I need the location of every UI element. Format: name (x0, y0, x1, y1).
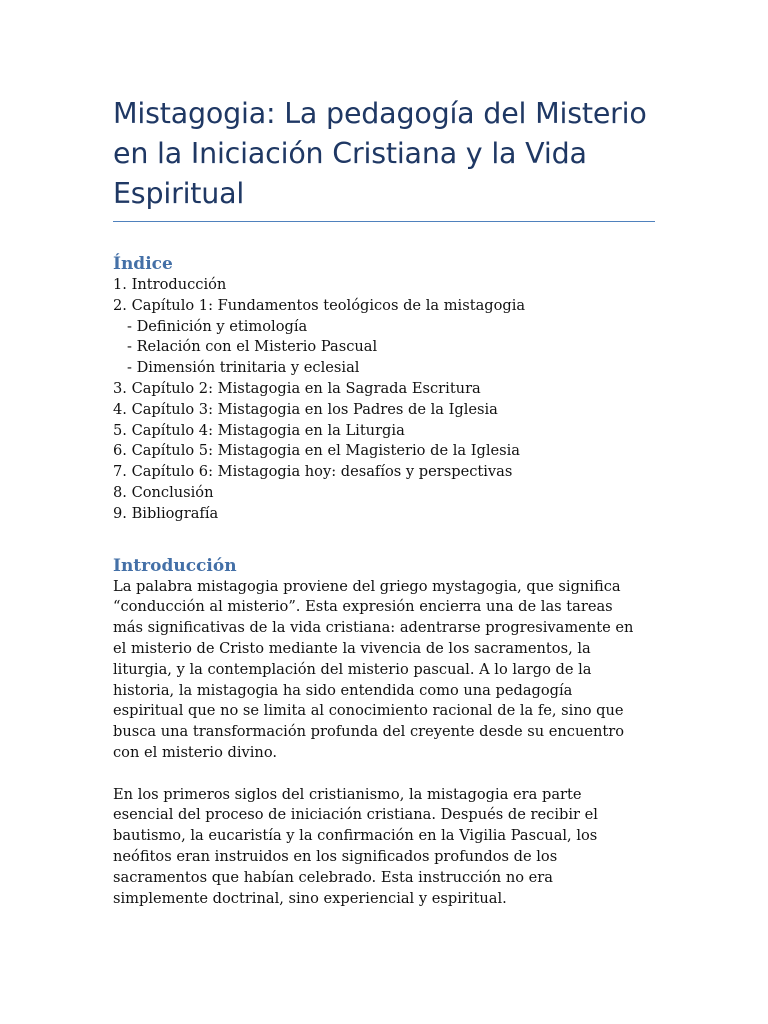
toc-item: 5. Capítulo 4: Mistagogia en la Liturgia (113, 421, 405, 439)
toc-item: 9. Bibliografía (113, 504, 219, 522)
table-of-contents (113, 275, 655, 525)
index-heading: Índice (113, 254, 173, 274)
toc-subitem: - Dimensión trinitaria y eclesial (127, 359, 360, 377)
introduction-heading: Introducción (113, 555, 237, 576)
document-page (113, 94, 655, 909)
toc-item: 7. Capítulo 6: Mistagogia hoy: desafíos y perspectivas (113, 463, 513, 481)
toc-item: 2. Capítulo 1: Fundamentos teológicos de la mistagogia (113, 296, 526, 314)
introduction-paragraph-1: La palabra mistagogia proviene del griego mystagogia, que significa “conducción al misterio”. Esta expresión encierra una de las tareas más significativas de la vida cristiana: adentrarse progresivamente en el misterio de Cristo mediante la vivencia de los sacramentos, la liturgia, y la contemplación del misterio pascual. A lo largo de la historia, la mistagogia ha sido entendida como una pedagogía espiritual que no se limita al conocimiento racional de la fe, sino que busca una transformación profunda del creyente desde su encuentro con el misterio divino. (113, 577, 634, 761)
toc-subitem: - Relación con el Misterio Pascual (127, 338, 378, 356)
toc-subitem: - Definición y etimología (127, 317, 308, 335)
toc-item: 3. Capítulo 2: Mistagogia en la Sagrada Escritura (113, 379, 481, 397)
toc-item: 6. Capítulo 5: Mistagogia en el Magisterio de la Iglesia (113, 442, 521, 460)
toc-item: 1. Introducción (113, 276, 227, 293)
title-divider (113, 221, 655, 222)
document-title: Mistagogia: La pedagogía del Misterio en la Iniciación Cristiana y la Vida Espiritual (113, 97, 647, 210)
toc-item: 4. Capítulo 3: Mistagogia en los Padres de la Iglesia (113, 400, 498, 418)
introduction-paragraph-2: En los primeros siglos del cristianismo, la mistagogia era parte esencial del proceso de iniciación cristiana. Después de recibir el bautismo, la eucaristía y la confirmación en la Vigilia Pascual, los neófitos eran instruidos en los significados profundos de los sacramentos que habían celebrado. Esta instrucción no era simplemente doctrinal, sino experiencial y espiritual. (113, 785, 598, 907)
toc-item: 8. Conclusión (113, 483, 214, 501)
